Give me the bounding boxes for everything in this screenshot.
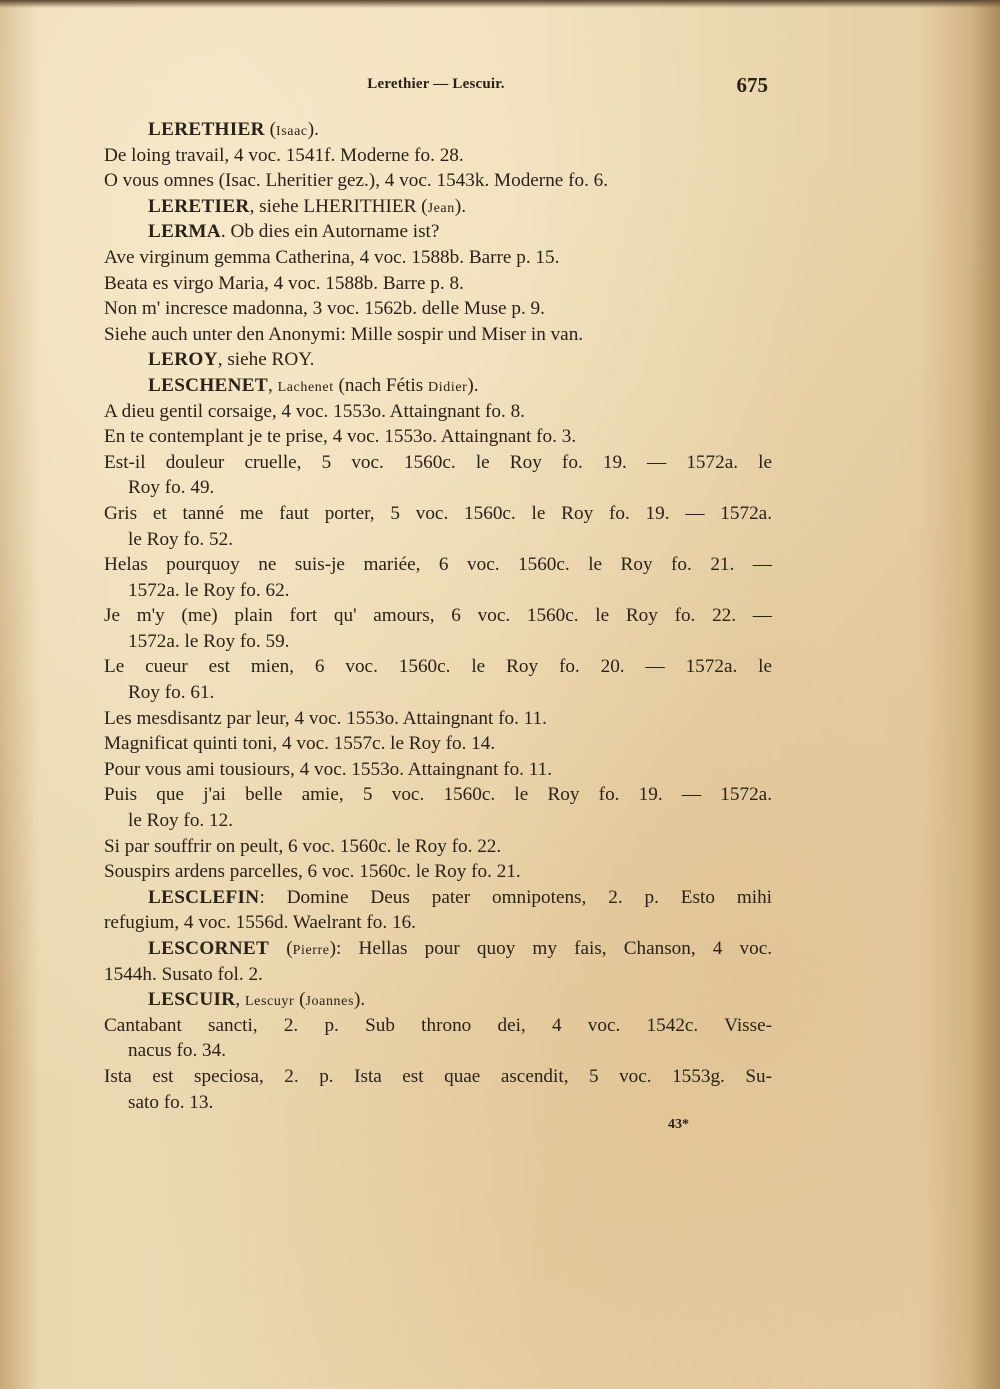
work-entry: Siehe auch unter den Anonymi: Mille sospir und Miser in van. <box>104 323 584 345</box>
heading-text: ). <box>307 119 319 140</box>
composer-heading <box>104 987 772 1013</box>
page-right-shadow <box>970 0 1000 1389</box>
composer-name: LESCUIR <box>148 989 236 1011</box>
small-caps-name: Pierre <box>292 943 330 958</box>
work-entry: Helas pourquoy ne suis-je mariée, 6 voc. 1560c. le Roy fo. 21. — <box>104 554 772 576</box>
running-header <box>104 73 768 102</box>
heading-text: ). <box>467 374 479 396</box>
work-entry: De loing travail, 4 voc. 1541f. Moderne fo. 28. <box>104 144 464 166</box>
work-entry-continuation: le Roy fo. 52. <box>128 528 233 550</box>
page-top-shadow <box>0 0 1000 8</box>
heading-text: , siehe LHERITHIER ( <box>249 195 428 217</box>
running-title: Lerethier — Lescuir. <box>367 76 505 92</box>
work-entry: Souspirs ardens parcelles, 6 voc. 1560c. le Roy fo. 21. <box>104 861 521 883</box>
work-entry-continuation: Roy fo. 61. <box>128 682 215 704</box>
composer-heading <box>104 373 772 399</box>
heading-continuation: 1544h. Susato fol. 2. <box>104 963 263 985</box>
work-entry-continuation: 1572a. le Roy fo. 62. <box>128 579 290 601</box>
small-caps-name: Lachenet <box>277 379 334 395</box>
small-caps-name: Joannes <box>305 994 355 1010</box>
work-entry: Gris et tanné me faut porter, 5 voc. 1560c. le Roy fo. 19. — 1572a. <box>104 502 772 524</box>
heading-text: ): Hellas pour quoy my fais, Chanson, 4 voc. <box>329 938 773 959</box>
heading-text: ( <box>269 938 293 959</box>
heading-text: ). <box>354 989 366 1011</box>
work-entry: En te contemplant je te prise, 4 voc. 1553o. Attaingnant fo. 3. <box>104 426 577 448</box>
heading-text: ). <box>454 195 467 217</box>
composer-name: LESCORNET <box>148 938 270 959</box>
signature-mark: 43* <box>668 1117 689 1132</box>
heading-text: , <box>235 989 245 1011</box>
composer-heading <box>104 194 772 220</box>
work-entry: Je m'y (me) plain fort qu' amours, 6 voc. 1560c. le Roy fo. 22. — <box>104 605 772 627</box>
composer-heading <box>104 936 772 962</box>
heading-text: (nach Fétis <box>333 374 429 396</box>
work-entry: Beata es virgo Maria, 4 voc. 1588b. Barre p. 8. <box>104 272 464 294</box>
heading-continuation: refugium, 4 voc. 1556d. Waelrant fo. 16. <box>104 912 416 934</box>
composer-name: LERETIER <box>148 195 250 217</box>
composer-name: LEROY <box>148 349 218 371</box>
small-caps-name: Lescuyr <box>245 994 295 1010</box>
work-entry-continuation: 1572a. le Roy fo. 59. <box>128 630 290 652</box>
composer-name: LESCHENET <box>148 374 268 396</box>
work-entry-continuation: Roy fo. 49. <box>128 477 215 499</box>
small-caps-name: Didier <box>428 379 468 395</box>
work-entry: Les mesdisantz par leur, 4 voc. 1553o. Attaingnant fo. 11. <box>104 707 547 729</box>
composer-name: LESCLEFIN <box>148 886 260 908</box>
work-entry: Cantabant sancti, 2. p. Sub throno dei, 4 voc. 1542c. Visse- <box>104 1014 772 1036</box>
composer-heading <box>104 117 772 143</box>
work-entry: Si par souffrir on peult, 6 voc. 1560c. le Roy fo. 22. <box>104 835 502 857</box>
page-number: 675 <box>736 73 768 97</box>
entry-list <box>104 117 772 1115</box>
work-entry: Puis que j'ai belle amie, 5 voc. 1560c. le Roy fo. 19. — 1572a. <box>104 784 772 806</box>
composer-heading <box>104 885 772 911</box>
heading-text: : Domine Deus pater omnipotens, 2. p. Esto mihi <box>259 886 772 908</box>
work-entry: Ista est speciosa, 2. p. Ista est quae ascendit, 5 voc. 1553g. Su- <box>104 1065 772 1087</box>
work-entry-continuation: nacus fo. 34. <box>128 1040 227 1062</box>
composer-name: LERMA <box>148 221 221 243</box>
heading-text: , siehe ROY. <box>217 349 315 371</box>
composer-heading <box>104 219 772 245</box>
composer-name: LERETHIER <box>148 119 265 140</box>
small-caps-name: Isaac <box>275 124 308 139</box>
heading-text: ( <box>264 119 276 140</box>
work-entry: Le cueur est mien, 6 voc. 1560c. le Roy fo. 20. — 1572a. le <box>104 656 772 678</box>
heading-text: , <box>268 374 278 396</box>
work-entry: Ave virginum gemma Catherina, 4 voc. 1588b. Barre p. 15. <box>104 246 560 268</box>
heading-text: ( <box>294 989 306 1011</box>
work-entry: Magnificat quinti toni, 4 voc. 1557c. le Roy fo. 14. <box>104 733 496 755</box>
work-entry: A dieu gentil corsaige, 4 voc. 1553o. Attaingnant fo. 8. <box>104 400 525 422</box>
composer-heading <box>104 347 772 373</box>
work-entry: O vous omnes (Isac. Lheritier gez.), 4 voc. 1543k. Moderne fo. 6. <box>104 170 609 192</box>
work-entry-continuation: le Roy fo. 12. <box>128 810 233 832</box>
work-entry: Non m' incresce madonna, 3 voc. 1562b. delle Muse p. 9. <box>104 298 545 320</box>
work-entry: Est-il douleur cruelle, 5 voc. 1560c. le Roy fo. 19. — 1572a. le <box>104 451 772 473</box>
work-entry-continuation: sato fo. 13. <box>128 1091 214 1113</box>
heading-text: . Ob dies ein Autorname ist? <box>220 221 440 243</box>
work-entry: Pour vous ami tousiours, 4 voc. 1553o. Attaingnant fo. 11. <box>104 758 553 780</box>
small-caps-name: Jean <box>427 200 455 216</box>
